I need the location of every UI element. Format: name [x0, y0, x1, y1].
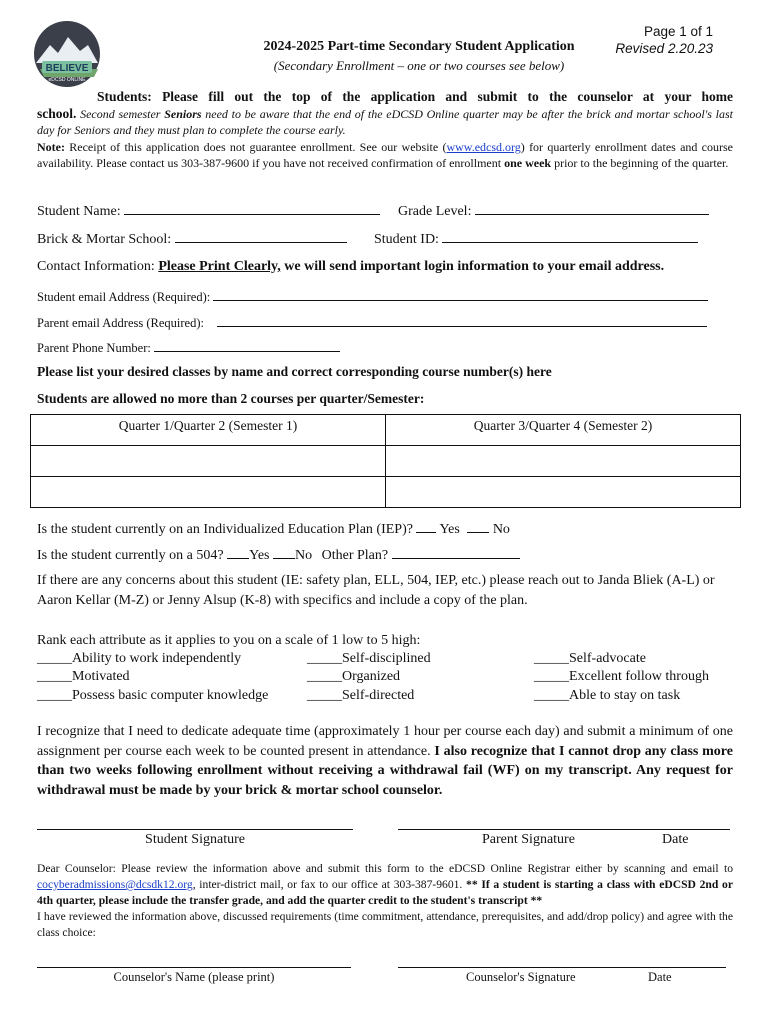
parent-email-field[interactable]: Parent email Address (Required):: [37, 313, 707, 331]
class-cell[interactable]: [31, 477, 386, 508]
col-semester-1: Quarter 1/Quarter 2 (Semester 1): [31, 415, 386, 446]
rank-item[interactable]: _____Ability to work independently: [37, 651, 242, 666]
iep-yes-blank[interactable]: [416, 519, 436, 533]
rank-item[interactable]: _____Motivated: [37, 669, 130, 684]
grade-level-field[interactable]: Grade Level:: [398, 201, 709, 221]
col-semester-2: Quarter 3/Quarter 4 (Semester 2): [386, 415, 741, 446]
student-id-field[interactable]: Student ID:: [374, 229, 698, 249]
counselor-name-label: Counselor's Name (please print): [113, 970, 275, 984]
class-cell[interactable]: [31, 446, 386, 477]
student-signature-line[interactable]: [37, 829, 353, 830]
contact-info: Contact Information: Please Print Clearly, we will send important login information to your email address.: [37, 259, 665, 274]
concerns-paragraph: If there are any concerns about this student (IE: safety plan, ELL, 504, IEP, etc.) please reach out to Janda Bliek (A-L) or Aaron Kellar (M-Z) or Jenny Alsup (K-8) with specifics and include a copy of the plan.: [37, 573, 715, 608]
student-id-blank[interactable]: [442, 229, 698, 243]
student-email-blank[interactable]: [213, 287, 708, 301]
iep-question: Is the student currently on an Individualized Education Plan (IEP)? Yes No: [37, 519, 510, 539]
counselor-review-text: I have reviewed the information above, discussed requirements (time commitment, attendance, prerequisites, and add/drop policy) and agree with the class choice:: [37, 910, 733, 939]
students-text-end: school.: [37, 105, 77, 121]
student-name-field[interactable]: Student Name:: [37, 201, 380, 221]
grade-level-blank[interactable]: [475, 201, 709, 215]
parent-date-label: Date: [662, 832, 689, 847]
parent-email-blank[interactable]: [217, 313, 707, 327]
classes-table: [30, 414, 741, 508]
504-yes-blank[interactable]: [227, 545, 249, 559]
counselor-date-label: Date: [648, 970, 672, 984]
form-subtitle: (Secondary Enrollment – one or two courses see below): [273, 58, 565, 73]
rank-item[interactable]: _____Organized: [307, 669, 401, 684]
rank-item[interactable]: _____Able to stay on task: [534, 688, 681, 703]
svg-text:eDCSD ONLINE: eDCSD ONLINE: [48, 77, 86, 83]
parent-phone-blank[interactable]: [154, 338, 340, 352]
student-email-field[interactable]: Student email Address (Required):: [37, 287, 708, 305]
iep-no-blank[interactable]: [467, 519, 489, 533]
class-cell[interactable]: [386, 477, 741, 508]
seniors-note: need to be aware that the end of the eDCSD Online quarter may be after the brick and mortar school's last day for Seniors and they must plan to complete the course early.: [37, 106, 733, 137]
recognize-paragraph: I recognize that I need to dedicate adequate time (approximately 1 hour per course each day) and submit a minimum of one assignment per course each week to be counted present in attendance. I also recognize that I cannot drop any class more than two weeks following enrollment without receiving a withdrawal fail (WF) on my transcript. Any request for withdrawal must be made by your brick & mortar school counselor.: [37, 724, 733, 798]
revised-date: Revised 2.20.23: [615, 41, 713, 56]
note-label: Note:: [37, 139, 65, 154]
student-signature-label: Student Signature: [145, 832, 245, 847]
intro-paragraph: Students: Please fill out the top of the application and submit to the counselor at your home school. Second semester Seniors need to be aware that the end of the eDCSD Online quarter may be after the brick and mortar school's last day for Seniors and they must plan to complete the course early. Note: Receipt of this application does not guarantee enrollment. See our website (www.edcsd.org) for quarterly enrollment dates and course availability. Please contact us 303-387-9600 if you have not received confirmation of enrollment one week prior to the beginning of the quarter.: [37, 89, 734, 170]
students-lead: Students:: [97, 89, 152, 104]
page-number: Page 1 of 1: [643, 24, 713, 39]
table-row: [31, 446, 741, 477]
classes-limit: Students are allowed no more than 2 courses per quarter/Semester:: [37, 391, 425, 406]
rank-item[interactable]: _____Self-advocate: [534, 651, 646, 666]
counselor-signature-line[interactable]: [398, 967, 726, 968]
rank-heading: Rank each attribute as it applies to you on a scale of 1 low to 5 high:: [37, 633, 421, 648]
other-plan-blank[interactable]: [392, 545, 520, 559]
counselor-paragraph: Dear Counselor: Please review the information above and submit this form to the eDCSD Online Registrar either by scanning and email to cocyberadmissions@dcsdk12.org, inter-district mail, or fax to our office at 303-387-9601. ** If a student is starting a class with eDCSD 2nd or 4th quarter, please include the transfer grade, and add the quarter credit to the student's transcript ** I have reviewed the information above, discussed requirements (time commitment, attendance, prerequisites, and add/drop policy) and agree with the class choice:: [37, 862, 733, 939]
rank-item[interactable]: _____Possess basic computer knowledge: [37, 688, 269, 703]
admissions-email-link[interactable]: cocyberadmissions@dcsdk12.org: [37, 878, 193, 891]
svg-text:BELIEVE: BELIEVE: [45, 63, 89, 74]
school-field[interactable]: Brick & Mortar School:: [37, 229, 347, 249]
rank-item[interactable]: _____Excellent follow through: [534, 669, 709, 684]
school-blank[interactable]: [175, 229, 347, 243]
counselor-signature-label: Counselor's Signature: [466, 970, 576, 984]
students-text: Please fill out the top of the application and submit to the counselor at your home: [162, 89, 733, 104]
class-cell[interactable]: [386, 446, 741, 477]
classes-heading: Please list your desired classes by name and correct corresponding course number(s) here: [37, 364, 552, 379]
rank-item[interactable]: _____Self-disciplined: [307, 651, 431, 666]
table-header-row: [31, 415, 741, 446]
student-name-blank[interactable]: [124, 201, 380, 215]
website-link[interactable]: www.edcsd.org: [446, 139, 521, 154]
parent-signature-line[interactable]: [398, 829, 730, 830]
counselor-name-line[interactable]: [37, 967, 351, 968]
form-title: 2024-2025 Part-time Secondary Student Application: [263, 39, 575, 54]
504-question: Is the student currently on a 504? Yes No Other Plan?: [37, 545, 520, 565]
rank-item[interactable]: _____Self-directed: [307, 688, 415, 703]
parent-phone-field[interactable]: Parent Phone Number:: [37, 338, 340, 356]
504-no-blank[interactable]: [273, 545, 295, 559]
parent-signature-label: Parent Signature: [482, 832, 575, 847]
table-row: [31, 477, 741, 508]
